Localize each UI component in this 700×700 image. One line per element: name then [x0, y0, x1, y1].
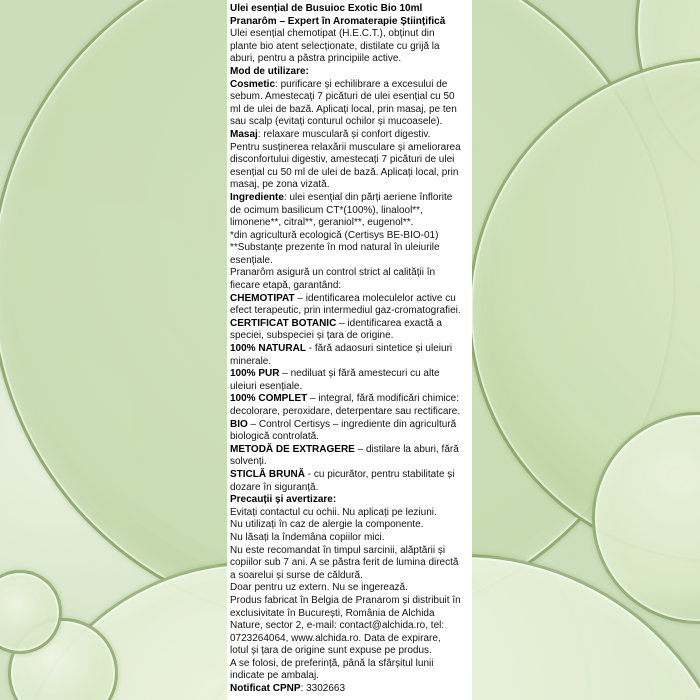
text-line — [230, 494, 470, 507]
text-line-bold: Mod de utilizare: — [230, 65, 309, 77]
text-line — [230, 116, 470, 129]
text-line-regular: solvenți. — [230, 456, 267, 468]
text-line-bold: METODĂ DE EXTRAGERE — [230, 443, 355, 455]
text-line — [230, 16, 470, 29]
text-line — [230, 469, 470, 482]
text-line — [230, 267, 470, 280]
text-line — [230, 608, 470, 621]
text-line-regular: – Control Certisys – ingrediente din agricultură — [247, 418, 457, 430]
text-line-regular: masaj, pe zona vizată. — [230, 179, 330, 191]
text-line-bold: CERTIFICAT BOTANIC — [230, 317, 337, 329]
text-line — [230, 91, 470, 104]
text-line-regular: minerale. — [230, 355, 272, 367]
text-line-bold: BIO — [230, 418, 248, 430]
text-line — [230, 343, 470, 356]
text-line-regular: - fără adaosuri sintetice și uleiuri — [305, 343, 453, 355]
text-line-regular: Pranarôm asigură un control strict al calității în — [230, 267, 436, 279]
text-line — [230, 482, 470, 495]
text-line — [230, 431, 470, 444]
text-line — [230, 167, 470, 180]
text-line-regular: indicate pe ambalaj. — [230, 670, 319, 682]
text-line — [230, 330, 470, 343]
text-line-bold: STICLĂ BRUNĂ — [230, 468, 305, 480]
text-line-regular: lotul și țara de origine sunt expuse pe produs. — [230, 645, 432, 657]
text-line — [230, 456, 470, 469]
text-line-regular: fiecare etapă, garantând: — [230, 280, 342, 292]
text-line-regular: plante bio atent selecționate, distilate cu grijă la — [230, 40, 440, 52]
text-line — [230, 318, 470, 331]
text-line-regular: Nu lăsați la îndemâna copiilor mici. — [230, 531, 385, 543]
text-line-bold: Pranarôm – Expert în Aromaterapie Științifică — [230, 15, 446, 27]
text-line — [230, 381, 470, 394]
text-line — [230, 406, 470, 419]
text-line-bold: Precauții și avertizare: — [230, 494, 337, 506]
text-line — [230, 545, 470, 558]
text-line — [230, 192, 470, 205]
text-line-regular: Nature, sector 2, e-mail: contact@alchida.ro, tel: — [230, 620, 445, 632]
text-line-regular: decolorare, peroxidare, deterpentare sau rectificare. — [230, 406, 461, 417]
text-line-regular: limonene**, citral**, geraniol**, eugenol**. — [230, 217, 414, 229]
text-line — [230, 66, 470, 79]
text-line — [230, 519, 470, 532]
text-line-regular: *din agricultură ecologică (Certisys BE-BIO-01) — [230, 229, 439, 241]
text-line-bold: Cosmetic — [230, 78, 276, 90]
text-line-regular: – distilare la aburi, fără — [354, 443, 459, 455]
text-line — [230, 683, 470, 696]
text-line-regular: Nu utilizați în caz de alergie la componente. — [230, 519, 424, 531]
text-line-regular: uleiuri esențiale. — [230, 380, 303, 392]
text-line — [230, 557, 470, 570]
text-line-regular: : relaxare musculară și confort digestiv. — [257, 128, 431, 140]
text-line-bold: Masaj — [230, 128, 258, 140]
product-description-panel — [227, 0, 472, 700]
text-line — [230, 79, 470, 92]
text-line — [230, 205, 470, 218]
text-line-regular: – identificarea moleculelor active cu — [294, 292, 456, 304]
text-line-regular: A se folosi, de preferință, până la sfârșitul lunii — [230, 657, 434, 669]
text-line — [230, 595, 470, 608]
text-line-regular: Ulei esențial chemotipat (H.E.C.T.), obținut din — [230, 28, 435, 40]
text-line-bold: Ulei esențial de Busuioc Exotic Bio 10ml — [230, 3, 423, 14]
text-line-regular: speciei, subspeciei și țara de origine. — [230, 330, 394, 342]
text-line-regular: exclusivitate în București, România de Alchida — [230, 607, 435, 619]
text-line-regular: 0723264064, www.alchida.ro. Data de expirare, — [230, 632, 441, 644]
text-line — [230, 658, 470, 671]
text-line-regular: aburi, pentru a păstra principiile active. — [230, 53, 402, 65]
text-line — [230, 129, 470, 142]
text-line — [230, 356, 470, 369]
text-line-regular: copiilor sub 7 ani. A se păstra ferit de lumina directă — [230, 557, 459, 569]
text-line — [230, 507, 470, 520]
text-line — [230, 217, 470, 230]
text-line — [230, 28, 470, 41]
text-line — [230, 242, 470, 255]
text-line — [230, 620, 470, 633]
text-line-regular: biologică controlată. — [230, 431, 319, 443]
text-line — [230, 419, 470, 432]
text-line-bold: Notificat CPNP — [230, 683, 301, 695]
text-line — [230, 142, 470, 155]
text-line-regular: Doar pentru uz extern. Nu se ingerează. — [230, 582, 408, 594]
text-line — [230, 41, 470, 54]
text-line — [230, 280, 470, 293]
text-line-regular: : purificare și echilibrare a excesului de — [275, 78, 448, 90]
text-line — [230, 53, 470, 66]
text-line — [230, 393, 470, 406]
text-line — [230, 179, 470, 192]
text-line — [230, 444, 470, 457]
text-line — [230, 154, 470, 167]
text-line-regular: esențial cu 50 ml de ulei de bază. Aplicați local, prin — [230, 166, 459, 178]
text-line-regular: a soarelui și surse de căldură. — [230, 569, 363, 581]
text-line — [230, 633, 470, 646]
text-line-regular: sau scalp (evitați conturul ochilor și mucoasele). — [230, 116, 443, 128]
text-line-regular: – identificarea exactă a — [336, 317, 442, 329]
text-line — [230, 368, 470, 381]
text-line — [230, 3, 470, 16]
text-line-regular: – nediluat și fără amestecuri cu alte — [279, 368, 440, 380]
text-line-regular: Evitați contactul cu ochii. Nu aplicați pe leziuni. — [230, 506, 437, 518]
text-line — [230, 104, 470, 117]
text-line — [230, 305, 470, 318]
text-line-regular: – integral, fără modificări chimice: — [307, 393, 459, 405]
text-line — [230, 645, 470, 658]
text-line-regular: sebum. Amestecați 7 picături de ulei esențial cu 50 — [230, 91, 455, 103]
text-line — [230, 670, 470, 683]
text-line-regular: **Substanțe prezente în mod natural în uleiurile — [230, 242, 440, 254]
text-line — [230, 293, 470, 306]
text-line-regular: esențiale. — [230, 254, 273, 266]
text-line-regular: ml de ulei de bază. Aplicați local, prin masaj, pe ten — [230, 103, 457, 115]
text-line — [230, 532, 470, 545]
text-line — [230, 570, 470, 583]
text-line-regular: de ocimum basilicum CT*(100%), linalool**, — [230, 204, 423, 216]
text-line-bold: 100% NATURAL — [230, 343, 306, 355]
text-line-regular: : 3302663 — [300, 683, 346, 695]
text-line-regular: disconfortului digestiv, amestecați 7 picături de ulei — [230, 154, 455, 166]
text-line-regular: dozare în siguranță. — [230, 481, 319, 493]
text-line-bold: Ingrediente — [230, 191, 284, 203]
text-line-regular: Pentru susținerea relaxării musculare și ameliorarea — [230, 141, 461, 153]
text-line-bold: CHEMOTIPAT — [230, 292, 295, 304]
text-line — [230, 255, 470, 268]
text-line — [230, 230, 470, 243]
text-line-regular: : ulei esențial din părți aeriene înflorite — [283, 191, 453, 203]
text-line-bold: 100% PUR — [230, 368, 280, 380]
text-line-bold: 100% COMPLET — [230, 393, 308, 405]
text-line-regular: efect terapeutic, prin intermediul gaz-cromatografiei. — [230, 305, 461, 317]
text-line-regular: Nu este recomandat în timpul sarcinii, alăptării și — [230, 544, 446, 556]
text-line — [230, 582, 470, 595]
text-line-regular: Produs fabricat în Belgia de Pranarom și distribuit în — [230, 594, 461, 606]
text-line-regular: - cu picurător, pentru stabilitate și — [305, 468, 455, 480]
